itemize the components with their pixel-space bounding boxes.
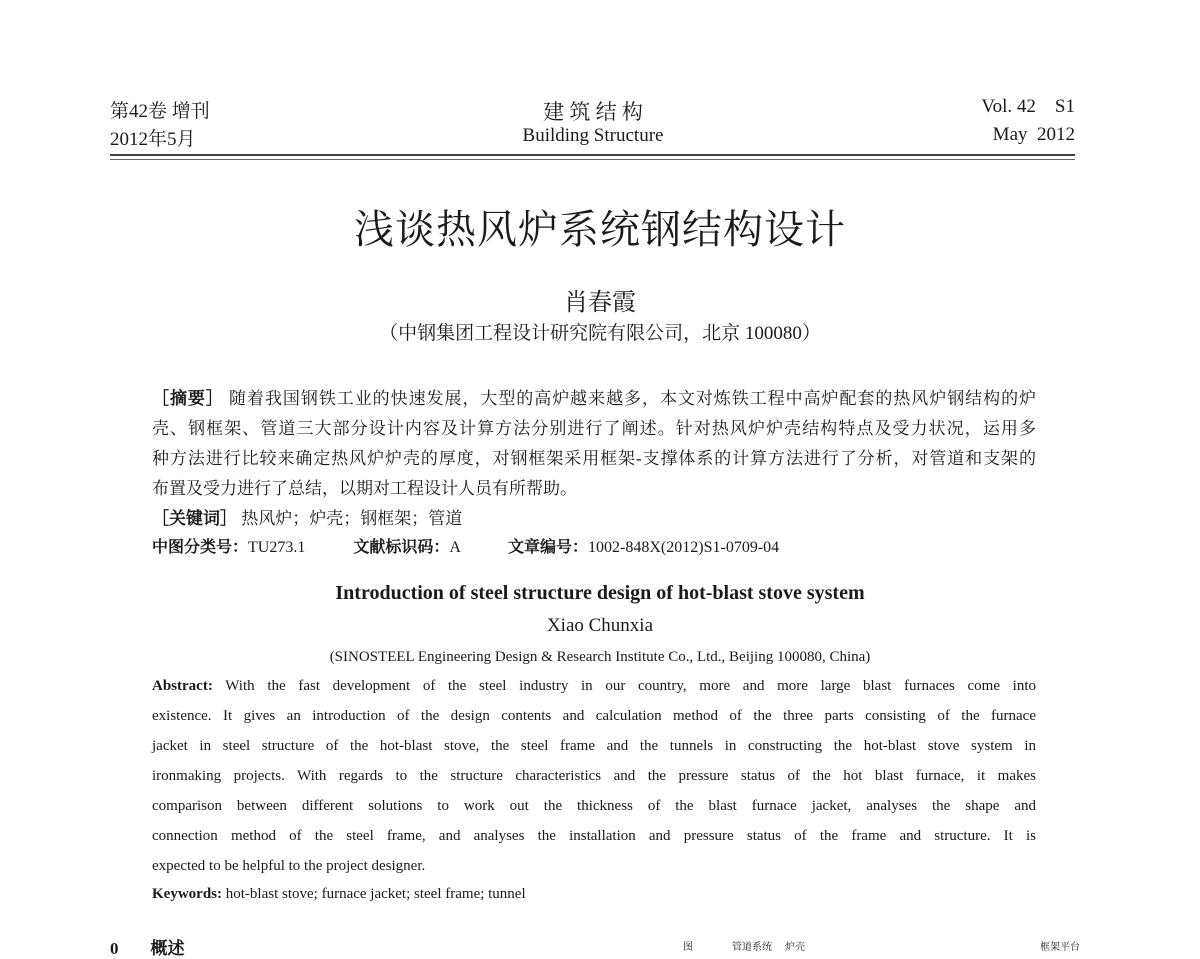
figure-label: 管道系统 xyxy=(732,942,772,953)
abstract-en-line: ironmaking projects. With regards to the structure characteristics and the pressure status of the hot blast furnace, it makes xyxy=(152,768,1036,784)
abstract-en-line: expected to be helpful to the project designer. xyxy=(152,858,426,874)
date-en: May 2012 xyxy=(992,124,1075,145)
journal-name-en: Building Structure xyxy=(522,125,664,146)
section-heading: 0 概述 xyxy=(110,939,185,958)
abstract-cn-label: ［摘要］ xyxy=(152,389,224,408)
classification-line: 中图分类号：TU273.1 文献标识码：A 文章编号：1002-848X(2012)S1-0709-04 xyxy=(152,539,780,556)
journal-name-cn: 建 筑 结 构 xyxy=(543,100,643,124)
title-en: Introduction of steel structure design of hot-blast stove system xyxy=(335,582,865,604)
author-cn: 肖春霞 xyxy=(564,290,636,316)
volume-en: Vol. 42 S1 xyxy=(981,96,1075,117)
keywords-cn: ［关键词］ 热风炉；炉壳；钢框架；管道 xyxy=(152,509,463,528)
affiliation-en: (SINOSTEEL Engineering Design & Research Institute Co., Ltd., Beijing 100080, China) xyxy=(329,649,871,665)
affiliation-cn: （中钢集团工程设计研究院有限公司，北京 100080） xyxy=(379,323,821,344)
abstract-en-line: existence. It gives an introduction of the design contents and calculation method of the three parts consisting of the furnace xyxy=(152,708,1036,724)
volume-cn: 第42卷 增刊 xyxy=(110,101,210,122)
abstract-en-line: comparison between different solutions to work out the thickness of the blast furnace jacket, analyses the shape and xyxy=(152,798,1036,814)
abstract-en-label: Abstract: xyxy=(152,678,213,694)
header-rule xyxy=(110,154,1075,156)
abstract-cn-line: 种方法进行比较来确定热风炉炉壳的厚度，对钢框架采用框架-支撑体系的计算方法进行了分析，对管道和支架的 xyxy=(152,449,1036,468)
abstract-en-line: connection method of the steel frame, and analyses the installation and pressure status of the frame and structure. It is xyxy=(152,828,1036,844)
header-rule-thin xyxy=(110,159,1075,160)
abstract-cn-line: ［摘要］ 随着我国钢铁工业的快速发展，大型的高炉越来越多，本文对炼铁工程中高炉配套的热风炉钢结构的炉 xyxy=(152,389,1037,408)
figure-label: 图 xyxy=(683,942,693,953)
author-en: Xiao Chunxia xyxy=(546,615,654,636)
figure-label: 炉壳 xyxy=(785,942,805,953)
abstract-cn-line: 壳、钢框架、管道三大部分设计内容及计算方法分别进行了阐述。针对热风炉炉壳结构特点及受力状况，运用多 xyxy=(152,419,1036,438)
abstract-en-line: jacket in steel structure of the hot-blast stove, the steel frame and the tunnels in constructing the hot-blast stove system in xyxy=(152,738,1036,754)
keywords-en: Keywords: hot-blast stove; furnace jacket; steel frame; tunnel xyxy=(152,886,526,902)
title-cn: 浅谈热风炉系统钢结构设计 xyxy=(354,207,846,252)
abstract-cn-line: 布置及受力进行了总结，以期对工程设计人员有所帮助。 xyxy=(152,479,577,498)
abstract-en-line: Abstract: With the fast development of the steel industry in our country, more and more large blast furnaces come into xyxy=(152,678,1037,694)
figure-label: 框架平台 xyxy=(1040,942,1080,953)
date-cn: 2012年5月 xyxy=(110,129,196,150)
